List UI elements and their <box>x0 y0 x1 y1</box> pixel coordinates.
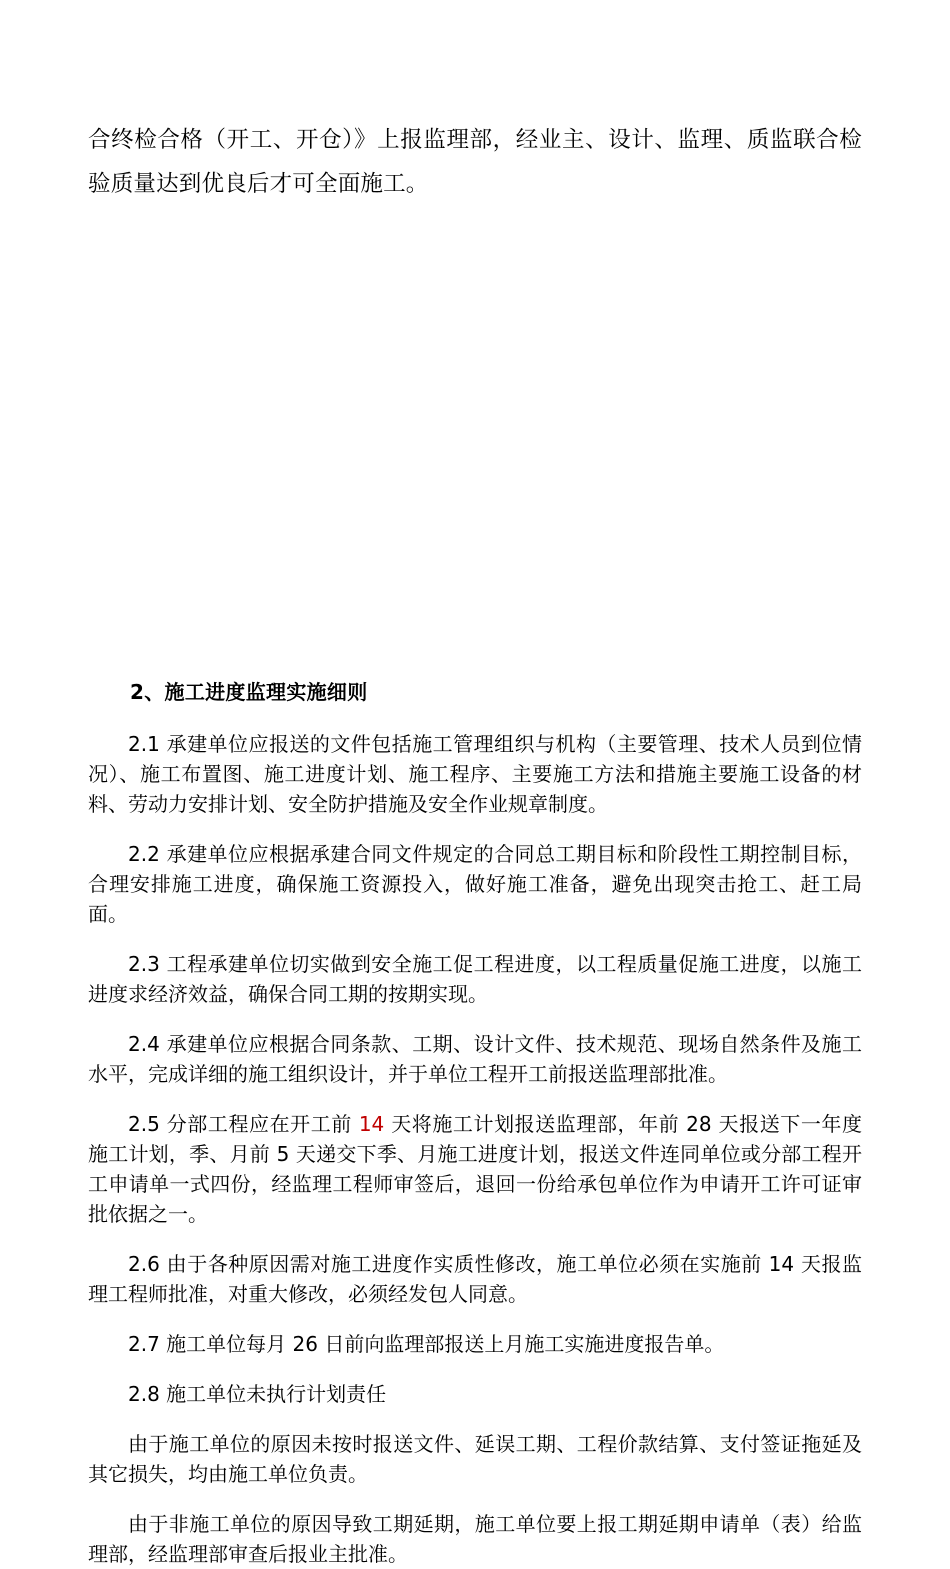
paragraph-2-2: 2.2 承建单位应根据承建合同文件规定的合同总工期目标和阶段性工期控制目标，合理安排施工进度，确保施工资源投入，做好施工准备，避免出现突击抢工、赶工局面。 <box>88 841 862 926</box>
paragraph-2-8-sub-2: 由于非施工单位的原因导致工期延期，施工单位要上报工期延期申请单（表）给监理部，经监理部审查后报业主批准。 <box>88 1511 862 1566</box>
paragraph-2-5 <box>88 1109 862 1229</box>
continuation-paragraph: 合终检合格（开工、开仓）》上报监理部，经业主、设计、监理、质监联合检验质量达到优良后才可全面施工。 <box>88 126 862 197</box>
paragraph-2-8: 2.8 施工单位未执行计划责任 <box>128 1381 387 1406</box>
paragraph-2-7: 2.7 施工单位每月 26 日前向监理部报送上月施工实施进度报告单。 <box>128 1331 725 1356</box>
paragraph-2-5-highlight: 14 <box>358 1111 385 1136</box>
paragraph-2-4: 2.4 承建单位应根据合同条款、工期、设计文件、技术规范、现场自然条件及施工水平，完成详细的施工组织设计，并于单位工程开工前报送监理部批准。 <box>88 1031 862 1086</box>
section-heading: 2、施工进度监理实施细则 <box>130 679 368 704</box>
paragraph-2-6: 2.6 由于各种原因需对施工进度作实质性修改，施工单位必须在实施前 14 天报监理工程师批准，对重大修改，必须经发包人同意。 <box>88 1251 862 1306</box>
paragraph-2-5-prefix: 2.5 分部工程应在开工前 <box>128 1111 359 1136</box>
blank-area <box>88 228 862 658</box>
paragraph-2-8-sub-1: 由于施工单位的原因未按时报送文件、延误工期、工程价款结算、支付签证拖延及其它损失，均由施工单位负责。 <box>88 1431 862 1486</box>
paragraph-2-5-suffix: 天将施工计划报送监理部，年前 28 天报送下一年度施工计划，季、月前 5 天递交下季、月施工进度计划，报送文件连同单位或分部工程开工申请单一式四份，经监理工程师审签后，退回一份给承包单位作为申请开工许可证审批依据之一。 <box>88 1111 862 1226</box>
paragraph-2-1: 2.1 承建单位应报送的文件包括施工管理组织与机构（主要管理、技术人员到位情况）、施工布置图、施工进度计划、施工程序、主要施工方法和措施主要施工设备的材料、劳动力安排计划、安全防护措施及安全作业规章制度。 <box>88 731 862 816</box>
paragraph-2-3: 2.3 工程承建单位切实做到安全施工促工程进度，以工程质量促施工进度，以施工进度求经济效益，确保合同工期的按期实现。 <box>88 951 862 1006</box>
